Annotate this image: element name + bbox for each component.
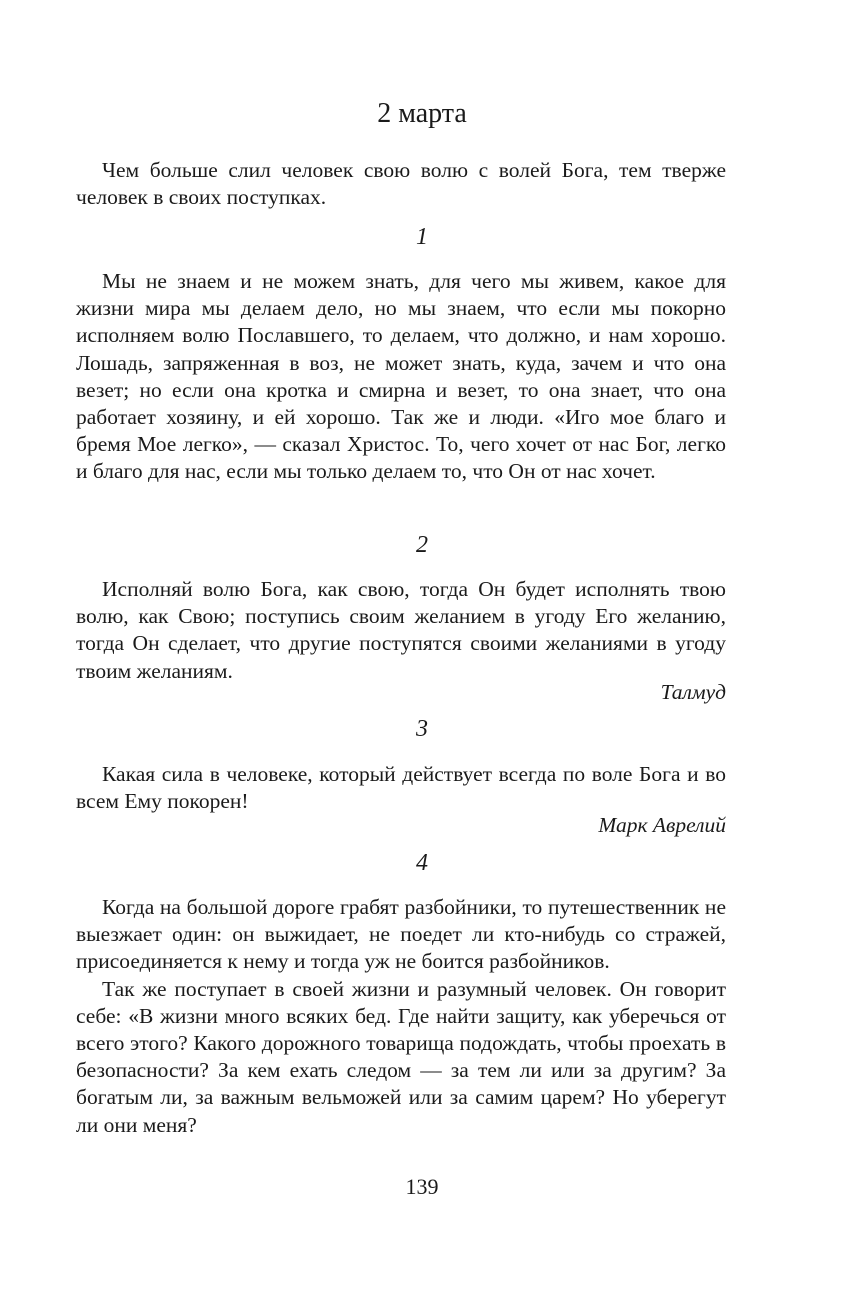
section-number-4: 4 [416, 850, 428, 876]
section-number-2: 2 [416, 532, 428, 558]
section-number-1: 1 [416, 224, 428, 250]
paragraph: Так же поступает в своей жизни и разумный человек. Он говорит себе: «В жизни много всяких бед. Где найти защиту, как уберечься от всего этого? Какого дорожного товарища подождать, чтобы проехать в безопасности? За кем ехать следом — за тем ли или за другим? За богатым ли, за важным вельможей или за самим царем? Но уберегут ли они меня? [76, 976, 726, 1137]
page-number: 139 [405, 1174, 439, 1199]
section-2-text [76, 576, 726, 685]
page-title: 2 марта [377, 98, 467, 129]
section-number-3: 3 [416, 716, 428, 742]
section-1-text [76, 268, 726, 486]
attribution-talmud: Талмуд [660, 680, 726, 704]
epigraph [76, 157, 726, 211]
paragraph: Какая сила в человеке, который действует всегда по воле Бога и во всем Ему покорен! [76, 762, 726, 814]
paragraph: Когда на большой дороге грабят разбойники, то путешественник не выезжает один: он выжидает, не поедет ли кто-нибудь со стражей, присоединяется к нему и тогда уж не боится разбойников. [76, 895, 726, 974]
attribution-marcus-aurelius: Марк Аврелий [598, 813, 726, 837]
epigraph-text: Чем больше слил человек свою волю с волей Бога, тем тверже человек в своих поступках. [76, 158, 726, 210]
section-3-text [76, 761, 726, 815]
section-4-text [76, 894, 726, 1139]
paragraph: Мы не знаем и не можем знать, для чего мы живем, какое для жизни мира мы делаем дело, но мы знаем, что если мы покорно исполняем волю Пославшего, то делаем, что должно, и нам хорошо. Лошадь, запряженная в воз, не может знать, куда, зачем и что она везет; но если она кротка и смирна и везет, то она знает, что она работает хозяину, и ей хорошо. Так же и люди. «Иго мое благо и бремя Мое легко», — сказал Христос. То, чего хочет от нас Бог, легко и благо для нас, если мы только делаем то, что Он от нас хочет. [76, 269, 726, 484]
paragraph: Исполняй волю Бога, как свою, тогда Он будет исполнять твою волю, как Свою; поступись своим желанием в угоду Его желанию, тогда Он сделает, что другие поступятся своими желаниями в угоду твоим желаниям. [76, 577, 726, 683]
